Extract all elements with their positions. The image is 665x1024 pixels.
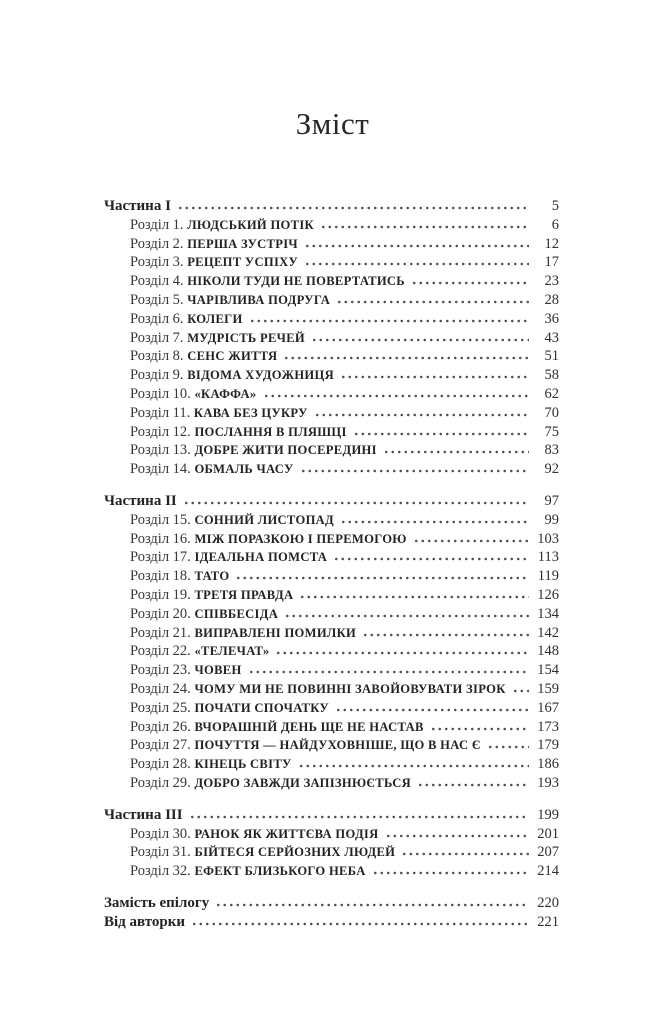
chapter-title: ЛЮДСЬКИЙ ПОТІК <box>187 217 314 232</box>
dot-leader <box>340 520 529 524</box>
chapter-title: ОБМАЛЬ ЧАСУ <box>194 462 294 477</box>
chapter-title: ІДЕАЛЬНА ПОМСТА <box>194 550 328 565</box>
chapter-prefix: Розділ 17. <box>130 549 191 566</box>
dot-leader <box>512 689 529 693</box>
chapter-title: СОННИЙ ЛИСТОПАД <box>194 512 335 527</box>
chapter-label <box>130 755 292 774</box>
chapter-label <box>130 825 379 844</box>
chapter-label <box>130 329 305 348</box>
dot-leader <box>333 557 529 561</box>
page-number: 43 <box>544 329 559 346</box>
chapter-label <box>130 530 407 549</box>
chapter-label <box>130 567 229 586</box>
toc-chapter-entry <box>104 843 559 862</box>
chapter-title: ТРЕТЯ ПРАВДА <box>194 587 294 602</box>
toc-chapter-entry <box>104 347 559 366</box>
page-number: 221 <box>537 913 559 930</box>
dot-leader <box>385 834 529 838</box>
chapter-title: КОЛЕГИ <box>187 311 243 326</box>
page-number: 167 <box>537 699 559 716</box>
dot-leader <box>383 450 529 454</box>
page-number: 92 <box>544 461 559 478</box>
dot-leader <box>191 922 529 926</box>
dot-leader <box>401 852 529 856</box>
page-number: 186 <box>537 756 559 773</box>
table-of-contents <box>104 197 559 931</box>
toc-footer-entry <box>104 913 559 932</box>
dot-leader <box>353 432 529 436</box>
chapter-title: БІЙТЕСЯ СЕРЙОЗНИХ ЛЮДЕЙ <box>194 845 396 860</box>
chapter-title: ПЕРША ЗУСТРІЧ <box>187 236 298 251</box>
toc-chapter-entry <box>104 736 559 755</box>
chapter-title: СЕНС ЖИТТЯ <box>187 349 278 364</box>
chapter-title: КІНЕЦЬ СВІТУ <box>194 757 292 772</box>
dot-leader <box>372 871 529 875</box>
chapter-label <box>130 291 330 310</box>
chapter-label <box>130 699 329 718</box>
chapter-title: ЧАРІВЛИВА ПОДРУГА <box>187 292 331 307</box>
dot-leader <box>263 394 530 398</box>
dot-leader <box>336 300 529 304</box>
chapter-label <box>130 736 481 755</box>
page-number: 214 <box>537 863 559 880</box>
chapter-label <box>130 624 356 643</box>
chapter-prefix: Розділ 6. <box>130 310 184 327</box>
dot-leader <box>300 469 529 473</box>
toc-chapter-entry <box>104 755 559 774</box>
toc-chapter-entry <box>104 511 559 530</box>
chapter-label <box>130 605 278 624</box>
toc-chapter-entry <box>104 718 559 737</box>
page-number: 199 <box>537 806 559 823</box>
chapter-prefix: Розділ 12. <box>130 423 191 440</box>
chapter-title: ВІДОМА ХУДОЖНИЦЯ <box>187 368 335 383</box>
toc-footer-entry <box>104 894 559 913</box>
chapter-prefix: Розділ 30. <box>130 825 191 842</box>
chapter-prefix: Розділ 29. <box>130 774 191 791</box>
dot-leader <box>335 708 529 712</box>
chapter-title: ЧОМУ МИ НЕ ПОВИННІ ЗАВОЙОВУВАТИ ЗІРОК <box>194 681 506 696</box>
part-label: Частина I <box>104 198 171 214</box>
page-number: 220 <box>537 894 559 911</box>
chapter-label <box>130 862 366 881</box>
toc-chapter-entry <box>104 624 559 643</box>
chapter-title: ВИПРАВЛЕНІ ПОМИЛКИ <box>194 625 357 640</box>
page-number: 119 <box>537 568 559 585</box>
toc-chapter-entry <box>104 530 559 549</box>
dot-leader <box>284 614 529 618</box>
toc-chapter-entry <box>104 774 559 793</box>
dot-leader <box>417 783 529 787</box>
dot-leader <box>235 576 529 580</box>
chapter-title: ЕФЕКТ БЛИЗЬКОГО НЕБА <box>194 864 366 879</box>
chapter-prefix: Розділ 7. <box>130 329 184 346</box>
page-number: 148 <box>537 643 559 660</box>
chapter-prefix: Розділ 32. <box>130 863 191 880</box>
toc-chapter-entry <box>104 310 559 329</box>
toc-chapter-entry <box>104 291 559 310</box>
page-number: 75 <box>544 423 559 440</box>
chapter-prefix: Розділ 11. <box>130 404 191 421</box>
page-number: 5 <box>551 198 559 214</box>
toc-chapter-entry <box>104 586 559 605</box>
chapter-title: МІЖ ПОРАЗКОЮ І ПЕРЕМОГОЮ <box>194 531 407 546</box>
dot-leader <box>304 262 529 266</box>
chapter-prefix: Розділ 1. <box>130 216 184 233</box>
page-number: 97 <box>544 492 559 509</box>
part-label: Частина III <box>104 806 183 823</box>
toc-chapter-entry <box>104 661 559 680</box>
toc-chapter-entry <box>104 329 559 348</box>
dot-leader <box>248 670 529 674</box>
page-number: 134 <box>537 605 559 622</box>
toc-part-heading <box>104 197 559 216</box>
toc-chapter-entry <box>104 680 559 699</box>
chapter-prefix: Розділ 24. <box>130 680 191 697</box>
toc-chapter-entry <box>104 366 559 385</box>
chapter-label <box>130 272 405 291</box>
chapter-prefix: Розділ 27. <box>130 737 191 754</box>
chapter-label <box>130 548 327 567</box>
page-number: 23 <box>544 273 559 290</box>
chapter-label <box>130 586 293 605</box>
toc-chapter-entry <box>104 699 559 718</box>
chapter-prefix: Розділ 18. <box>130 568 191 585</box>
toc-chapter-entry <box>104 404 559 423</box>
toc-chapter-entry <box>104 235 559 254</box>
page-number: 159 <box>537 680 559 697</box>
chapter-prefix: Розділ 15. <box>130 511 191 528</box>
chapter-title: «ТЕЛЕЧАТ» <box>194 644 270 659</box>
chapter-prefix: Розділ 19. <box>130 586 191 603</box>
chapter-title: ПОСЛАННЯ В ПЛЯШЦІ <box>194 424 347 439</box>
chapter-title: ТАТО <box>194 569 230 584</box>
toc-chapter-entry <box>104 862 559 881</box>
chapter-prefix: Розділ 28. <box>130 756 191 773</box>
toc-chapter-entry <box>104 216 559 235</box>
dot-leader <box>320 225 529 229</box>
dot-leader <box>304 244 529 248</box>
chapter-label <box>130 404 308 423</box>
chapter-prefix: Розділ 22. <box>130 643 191 660</box>
page-number: 179 <box>537 737 559 754</box>
toc-chapter-entry <box>104 642 559 661</box>
chapter-label <box>130 680 506 699</box>
page-number: 201 <box>537 825 559 842</box>
chapter-title: ЧОВЕН <box>194 663 242 678</box>
toc-chapter-entry <box>104 253 559 272</box>
page-number: 207 <box>537 844 559 861</box>
page-number: 12 <box>544 235 559 252</box>
footer-entry-label: Від авторки <box>104 913 186 930</box>
chapter-title: РЕЦЕПТ УСПІХУ <box>187 255 299 270</box>
chapter-title: «КАФФА» <box>194 386 257 401</box>
page-number: 193 <box>537 774 559 791</box>
chapter-label <box>130 661 242 680</box>
dot-leader <box>413 539 529 543</box>
toc-chapter-entry <box>104 567 559 586</box>
toc-chapter-entry <box>104 605 559 624</box>
part-label: Частина II <box>104 492 177 509</box>
page-number: 36 <box>544 310 559 327</box>
page-number: 6 <box>551 216 559 233</box>
page-number: 113 <box>537 549 559 566</box>
chapter-prefix: Розділ 13. <box>130 442 191 459</box>
chapter-prefix: Розділ 25. <box>130 699 191 716</box>
page-number: 173 <box>537 718 559 735</box>
dot-leader <box>314 413 529 417</box>
dot-leader <box>189 815 529 819</box>
chapter-prefix: Розділ 10. <box>130 385 191 402</box>
chapter-label <box>130 718 424 737</box>
chapter-prefix: Розділ 8. <box>130 348 184 365</box>
footer-entry-label: Замість епілогу <box>104 894 210 911</box>
chapter-title: ПОЧАТИ СПОЧАТКУ <box>194 700 329 715</box>
chapter-prefix: Розділ 21. <box>130 624 191 641</box>
chapter-title: ПОЧУТТЯ — НАЙДУХОВНІШЕ, ЩО В НАС Є <box>194 738 481 753</box>
dot-leader <box>487 745 529 749</box>
toc-part-heading <box>104 806 559 825</box>
chapter-label <box>130 385 257 404</box>
toc-chapter-entry <box>104 460 559 479</box>
toc-chapter-entry <box>104 272 559 291</box>
chapter-label <box>130 253 298 272</box>
page-number: 28 <box>544 291 559 308</box>
page-number: 70 <box>544 404 559 421</box>
chapter-label <box>130 216 314 235</box>
chapter-title: МУДРІСТЬ РЕЧЕЙ <box>187 330 306 345</box>
chapter-prefix: Розділ 3. <box>130 254 184 271</box>
chapter-title: ДОБРО ЗАВЖДИ ЗАПІЗНЮЄТЬСЯ <box>194 775 412 790</box>
chapter-title: НІКОЛИ ТУДИ НЕ ПОВЕРТАТИСЬ <box>187 274 405 289</box>
dot-leader <box>183 501 529 505</box>
page-number: 17 <box>544 254 559 271</box>
toc-chapter-entry <box>104 548 559 567</box>
dot-leader <box>215 903 529 907</box>
toc-chapter-entry <box>104 423 559 442</box>
chapter-label <box>130 235 298 254</box>
page-title: Зміст <box>295 106 370 141</box>
dot-leader <box>299 595 529 599</box>
page-number: 83 <box>544 442 559 459</box>
page-number: 142 <box>537 624 559 641</box>
chapter-label <box>130 774 411 793</box>
chapter-prefix: Розділ 9. <box>130 367 184 384</box>
toc-chapter-entry <box>104 441 559 460</box>
page-number: 103 <box>537 530 559 547</box>
chapter-label <box>130 366 334 385</box>
dot-leader <box>298 764 529 768</box>
dot-leader <box>362 633 529 637</box>
toc-chapter-entry <box>104 385 559 404</box>
chapter-label <box>130 441 377 460</box>
chapter-label <box>130 511 334 530</box>
page-number: 126 <box>537 586 559 603</box>
page-number: 58 <box>544 367 559 384</box>
chapter-prefix: Розділ 14. <box>130 461 191 478</box>
dot-leader <box>249 319 529 323</box>
dot-leader <box>283 356 529 360</box>
chapter-label <box>130 310 243 329</box>
chapter-title: ДОБРЕ ЖИТИ ПОСЕРЕДИНІ <box>194 443 377 458</box>
chapter-prefix: Розділ 23. <box>130 662 191 679</box>
dot-leader <box>411 281 529 285</box>
page-number: 99 <box>544 511 559 528</box>
chapter-prefix: Розділ 20. <box>130 605 191 622</box>
chapter-prefix: Розділ 4. <box>130 273 184 290</box>
chapter-title: СПІВБЕСІДА <box>194 606 279 621</box>
chapter-prefix: Розділ 5. <box>130 291 184 308</box>
chapter-prefix: Розділ 31. <box>130 844 191 861</box>
dot-leader <box>177 206 529 210</box>
chapter-prefix: Розділ 16. <box>130 530 191 547</box>
chapter-title: КАВА БЕЗ ЦУКРУ <box>193 405 308 420</box>
dot-leader <box>430 727 529 731</box>
chapter-title: ВЧОРАШНІЙ ДЕНЬ ЩЕ НЕ НАСТАВ <box>194 719 424 734</box>
chapter-prefix: Розділ 26. <box>130 718 191 735</box>
chapter-title: РАНОК ЯК ЖИТТЄВА ПОДІЯ <box>194 826 379 841</box>
chapter-label <box>130 642 269 661</box>
chapter-prefix: Розділ 2. <box>130 235 184 252</box>
toc-chapter-entry <box>104 825 559 844</box>
chapter-label <box>130 843 395 862</box>
toc-part-heading <box>104 492 559 511</box>
chapter-label <box>130 423 347 442</box>
page-number: 62 <box>544 385 559 402</box>
dot-leader <box>275 651 529 655</box>
chapter-label <box>130 347 277 366</box>
page-number: 154 <box>537 662 559 679</box>
chapter-label <box>130 460 294 479</box>
dot-leader <box>311 338 529 342</box>
page-number: 51 <box>544 348 559 365</box>
dot-leader <box>340 375 529 379</box>
